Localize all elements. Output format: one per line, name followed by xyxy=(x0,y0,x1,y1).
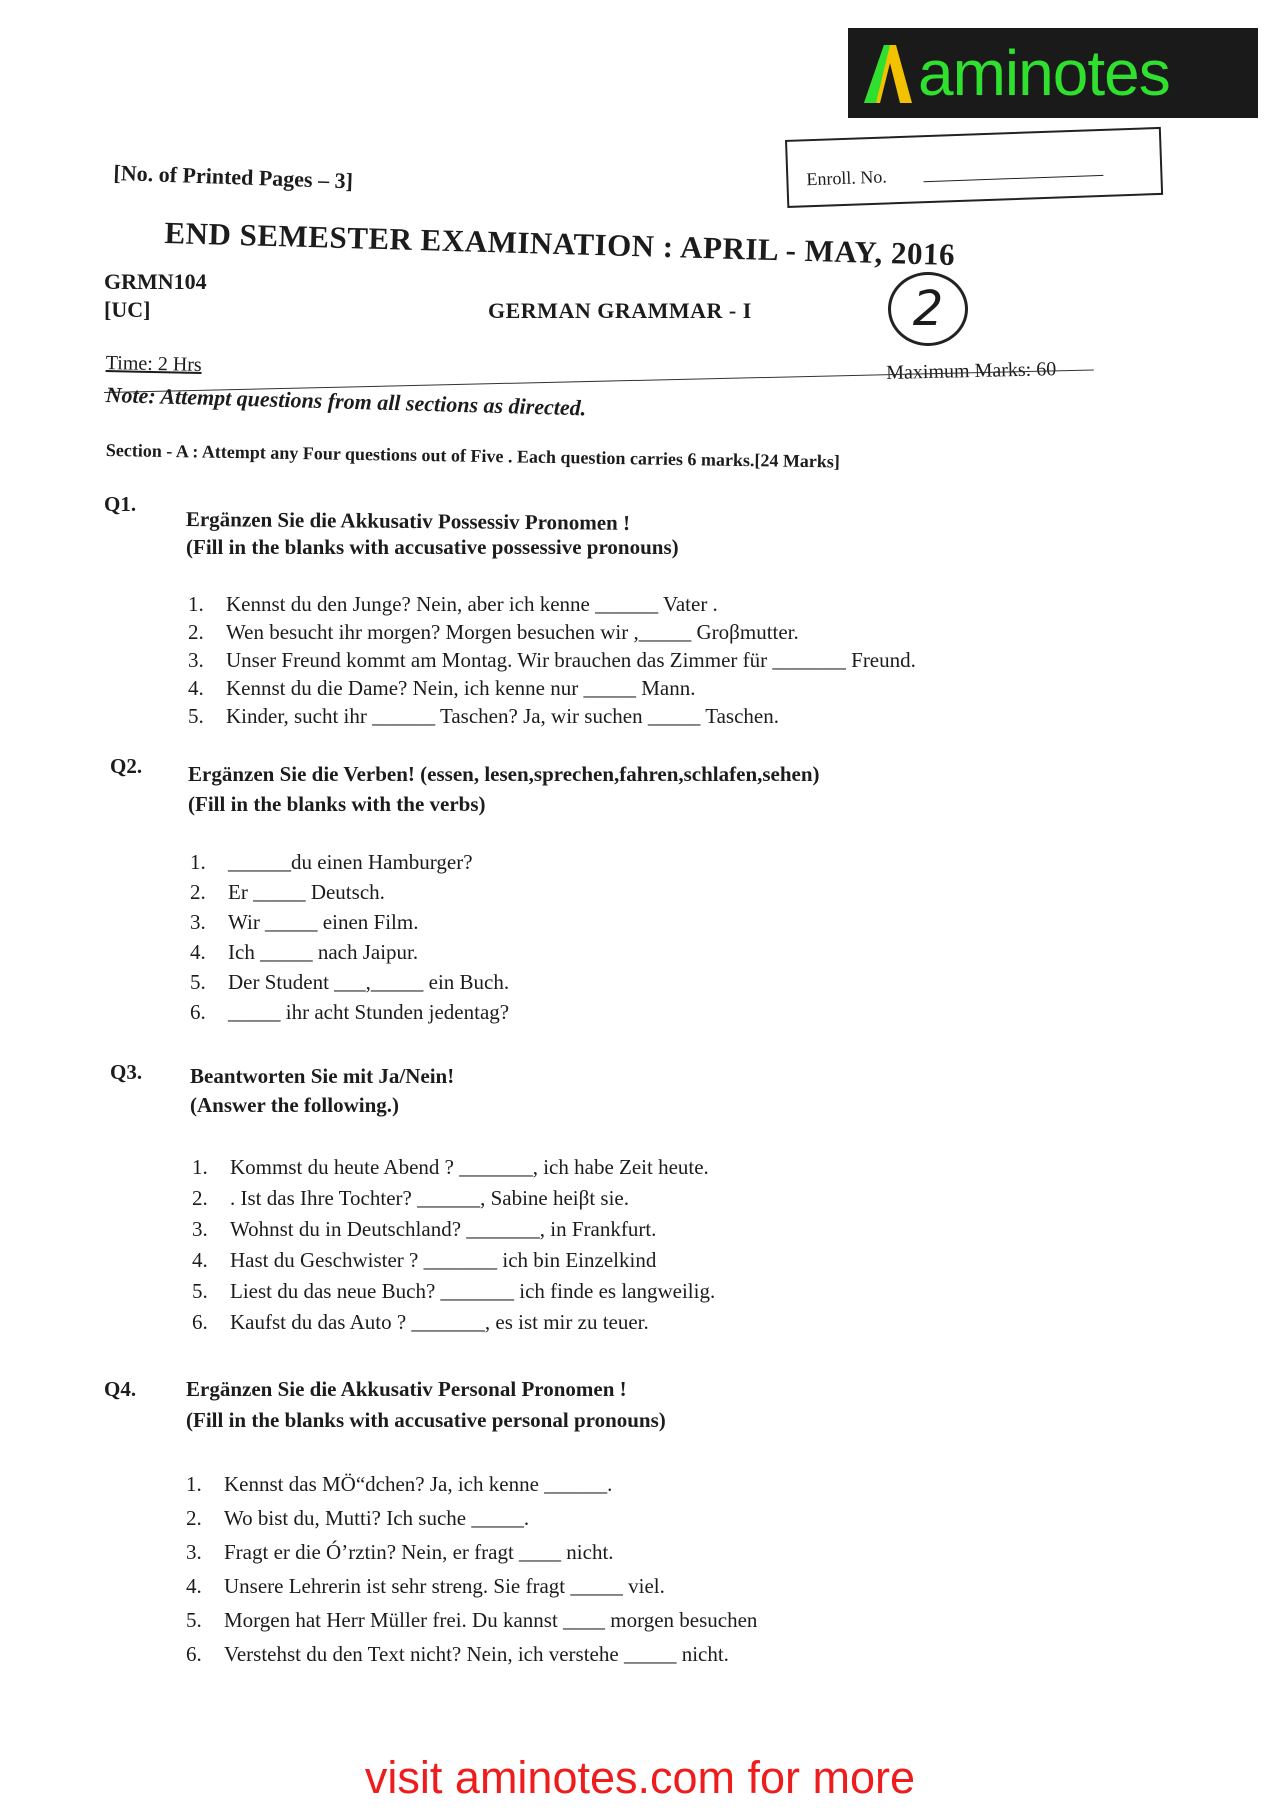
list-item: 4. Unsere Lehrerin ist sehr streng. Sie fragt _____ viel. xyxy=(186,1574,665,1598)
question-title: Ergänzen Sie die Akkusativ Personal Pronomen ! xyxy=(186,1377,627,1401)
list-item: 5. Der Student ___,_____ ein Buch. xyxy=(190,970,510,994)
list-item: 2. Wen besucht ihr morgen? Morgen besuchen wir ,_____ Groβmutter. xyxy=(188,620,799,644)
list-item: 1. ______du einen Hamburger? xyxy=(190,850,473,874)
list-item: 6. Kaufst du das Auto ? _______, es ist mir zu teuer. xyxy=(192,1310,649,1334)
list-item: 1. Kommst du heute Abend ? _______, ich habe Zeit heute. xyxy=(192,1155,709,1179)
question-subtitle: (Answer the following.) xyxy=(190,1093,400,1117)
question-number: Q3. xyxy=(110,1060,143,1084)
question-number: Q2. xyxy=(110,754,143,778)
list-item: 4. Hast du Geschwister ? _______ ich bin Einzelkind xyxy=(192,1248,657,1272)
list-item: 4. Kennst du die Dame? Nein, ich kenne nur _____ Mann. xyxy=(188,676,696,700)
question-title: Beantworten Sie mit Ja/Nein! xyxy=(190,1064,455,1088)
footer-link[interactable]: visit aminotes.com for more xyxy=(364,1752,916,1803)
list-item: 6. _____ ihr acht Stunden jedentag? xyxy=(190,1000,510,1024)
question-title: Ergänzen Sie die Verben! (essen, lesen,sprechen,fahren,schlafen,sehen) xyxy=(188,762,820,786)
printed-pages: [No. of Printed Pages – 3] xyxy=(113,160,354,194)
list-item: 2. Wo bist du, Mutti? Ich suche _____. xyxy=(186,1506,530,1530)
list-item: 1. Kennst du den Junge? Nein, aber ich kenne ______ Vater . xyxy=(188,592,718,616)
list-item: 4. Ich _____ nach Jaipur. xyxy=(190,940,419,964)
aminotes-logo xyxy=(848,28,1258,118)
enroll-label: Enroll. No. xyxy=(806,166,888,190)
subject-title: GERMAN GRAMMAR - I xyxy=(488,298,752,323)
question-subtitle: (Fill in the blanks with the verbs) xyxy=(188,792,486,816)
list-item: 6. Verstehst du den Text nicht? Nein, ich verstehe _____ nicht. xyxy=(186,1642,729,1666)
logo-text: aminotes xyxy=(918,37,1170,109)
enroll-number-box xyxy=(785,127,1163,208)
question-subtitle: (Fill in the blanks with accusative possessive pronouns) xyxy=(186,535,679,559)
list-item: 5. Kinder, sucht ihr ______ Taschen? Ja, wir suchen _____ Taschen. xyxy=(188,704,779,728)
enroll-number-field xyxy=(924,175,1104,182)
course-code: GRMN104 xyxy=(104,269,207,294)
course-code-block xyxy=(104,268,207,324)
list-item: 2. . Ist das Ihre Tochter? ______, Sabine heiβt sie. xyxy=(192,1186,629,1210)
list-item: 1. Kennst das MÖ“dchen? Ja, ich kenne ______. xyxy=(186,1472,613,1496)
section-a-heading: Section - A : Attempt any Four questions out of Five . Each question carries 6 marks.[24 Marks] xyxy=(105,440,841,472)
question-title: Ergänzen Sie die Akkusativ Possessiv Pronomen ! xyxy=(185,507,631,535)
list-item: 3. Unser Freund kommt am Montag. Wir brauchen das Zimmer für _______ Freund. xyxy=(188,648,916,672)
question-subtitle: (Fill in the blanks with accusative personal pronouns) xyxy=(186,1408,666,1432)
exam-title: END SEMESTER EXAMINATION : APRIL - MAY, 2016 xyxy=(164,215,956,273)
course-tag: [UC] xyxy=(104,297,151,322)
list-item: 5. Liest du das neue Buch? _______ ich finde es langweilig. xyxy=(192,1279,716,1303)
list-item: 3. Wohnst du in Deutschland? _______, in Frankfurt. xyxy=(192,1217,657,1241)
maximum-marks: Maximum Marks: 60 xyxy=(886,358,1057,384)
list-item: 5. Morgen hat Herr Müller frei. Du kannst ____ morgen besuchen xyxy=(186,1608,758,1632)
list-item: 3. Fragt er die Ó’rztin? Nein, er fragt ____ nicht. xyxy=(186,1540,614,1564)
exam-note: Note: Attempt questions from all sections as directed. xyxy=(105,382,587,421)
question-number: Q1. xyxy=(104,492,137,516)
logo-mark-icon xyxy=(862,41,914,105)
question-number: Q4. xyxy=(104,1377,137,1401)
exam-time: Time: 2 Hrs xyxy=(105,352,202,377)
list-item: 3. Wir _____ einen Film. xyxy=(190,910,419,934)
handwritten-page-number: 2 xyxy=(888,272,968,346)
list-item: 2. Er _____ Deutsch. xyxy=(190,880,385,904)
